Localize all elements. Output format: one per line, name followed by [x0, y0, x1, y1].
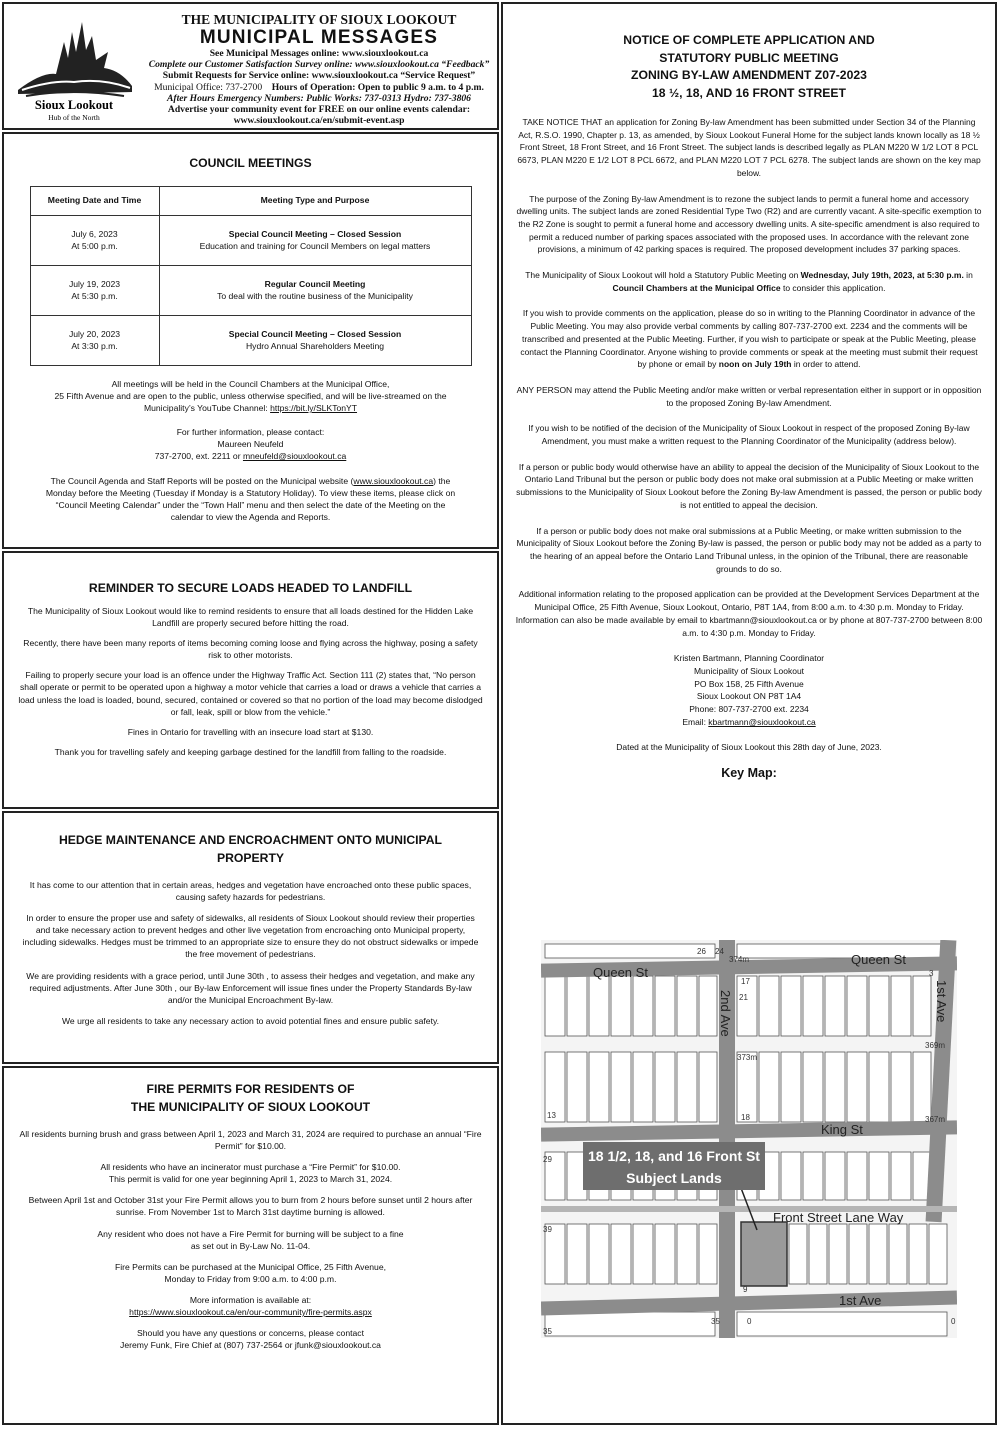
zoning-notice-section [501, 2, 997, 1425]
notice-p4: If you wish to provide comments on the application, please do so in writing to the Planning Coordinator in advance of the Public Meeting. You may also provide verbal comments by calling 807-737-2700 ext. 2234 and the comments will be transcribed and presented at the Public Meeting. Further, if you wish to participate or speak at the Public Meeting, please contact the Planning Coordinator. Anyone wishing to provide comments or speak at the meeting must submit their request by phone or email by noon on July 19th in order to attend. [520, 308, 978, 370]
landfill-p3: Failing to properly secure your load is an offence under the Highway Traffic Act. Section 111 (2) states that, “No person shall operate or permit to be operated upon a highway a motor vehicle that carries a load or draws a vehicle that carries a load unless the load is loaded, bound, secured, contained or covered so that no portion of the load may become dislodged or fall, leak, spill or blow from the vehicle.” [18, 670, 483, 717]
hedge-title: HEDGE MAINTENANCE AND ENCROACHMENT ONTO MUNICIPAL PROPERTY [58, 833, 442, 865]
svg-text:373m: 373m [737, 1053, 758, 1062]
municipal-header [2, 2, 499, 130]
street-front-lane: Front Street Lane Way [773, 1210, 904, 1225]
street-king: King St [821, 1122, 863, 1137]
notice-p2: The purpose of the Zoning By-law Amendment is to rezone the subject lands to permit a funeral home and accessory dwelling units. The subject lands are zoned Residential Type Two (R2) and are currently vacant. A site-specific exemption to the R2 Zone is sought to permit a funeral home and accessory dwelling units. A site-specific amendment is also required to permit a reduced number of parking spaces associated with the proposed uses. In accordance with the relevant zone provisions, a minimum of 42 parking spaces is required. The proposed development includes 37 parking spaces. [516, 193, 982, 255]
table-row [30, 216, 471, 266]
meeting-type: Special Council Meeting – Closed Session [228, 329, 402, 339]
meeting-time: At 5:30 p.m. [71, 290, 118, 301]
fire-permits-link[interactable]: https://www.siouxlookout.ca/en/our-community/fire-permits.aspx [129, 1307, 372, 1318]
notice-dated: Dated at the Municipality of Sioux Lookout this 28th day of June, 2023. [616, 742, 882, 753]
planning-contact: Kristen Bartmann, Planning Coordinator Municipality of Sioux Lookout PO Box 158, 25 Fifth Avenue Sioux Lookout ON P8T 1A4 Phone: 807-737-2700 ext. 2234 Email: kbartmann@siouxlookout.ca [673, 653, 825, 727]
meeting-date: July 20, 2023 [68, 329, 121, 339]
website-link[interactable]: www.siouxlookout.ca [353, 475, 434, 486]
svg-text:Sioux Lookout: Sioux Lookout [34, 98, 114, 112]
youtube-link[interactable]: https://bit.ly/SLKTonYT [270, 403, 358, 414]
notice-p7: If a person or public body would otherwise have an ability to appeal the decision of the Municipality of Sioux Lookout to the Ontario Land Tribunal but the person or public body does not make oral submission at a Public Meeting or make written submissions to the Municipality of Sioux Lookout before the Zoning By-law Amendment is passed, the person or public body is not entitled to appeal the decision. [516, 461, 982, 510]
street-1st-ave-south: 1st Ave [839, 1293, 882, 1308]
council-title: COUNCIL MEETINGS [189, 156, 312, 170]
meeting-time: At 5:00 p.m. [71, 240, 118, 251]
street-queen-east: Queen St [851, 952, 906, 967]
header-text [144, 12, 494, 126]
meeting-purpose: Education and training for Council Members on legal matters [199, 240, 431, 251]
table-header-row [30, 187, 471, 216]
header-line-survey: Complete our Customer Satisfaction Survey online: www.siouxlookout.ca “Feedback” [148, 59, 490, 71]
street-2nd-ave: 2nd Ave [718, 990, 733, 1037]
notice-title: NOTICE OF COMPLETE APPLICATION AND STATUTORY PUBLIC MEETING ZONING BY-LAW AMENDMENT Z07-2023 18 ½, 18, AND 16 FRONT STREET [623, 33, 875, 100]
notice-p3: The Municipality of Sioux Lookout will hold a Statutory Public Meeting on Wednesday, July 19th, 2023, at 5:30 p.m. in Council Chambers at the Municipal Office to consider this application. [525, 270, 973, 293]
fire-permits-section [2, 1066, 499, 1425]
svg-text:26: 26 [697, 947, 706, 956]
notice-p9: Additional information relating to the proposed application can be provided at the Development Services Department at the Municipal Office, 25 Fifth Avenue, Sioux Lookout, Ontario, P8T 1A4, from 8:00 a.m. to 4:30 p.m. Monday to Friday. Information can also be made available by email to kbartmann@siouxlookout.ca or by phone at 807-737-2700 between 8:00 a.m. to 4:30 p.m. Monday to Friday. [515, 589, 983, 638]
callout-line-2: Subject Lands [626, 1170, 722, 1186]
fire-p3: Between April 1st and October 31st your Fire Permit allows you to burn from 2 hours before sunset until 2 hours after sunrise. From November 1st to March 31st daytime burning is allowed. [28, 1195, 473, 1218]
meeting-type: Special Council Meeting – Closed Session [228, 229, 402, 239]
svg-text:29: 29 [543, 1155, 552, 1164]
subject-lands-parcel [741, 1222, 787, 1286]
contact-text: For further information, please contact: Maureen Neufeld 737-2700, ext. 2211 or mneufeld@siouxlookout.ca [154, 427, 347, 462]
meetings-location-text: All meetings will be held in the Council Chambers at the Municipal Office, 25 Fifth Avenue and are open to the public, unless otherwise specified, and will be live-streamed on the Municipality’s YouTube Channel: https://bit.ly/SLKTonYT [54, 379, 447, 414]
planning-email-link[interactable]: kbartmann@siouxlookout.ca [708, 716, 816, 727]
svg-text:3: 3 [929, 969, 934, 978]
svg-text:13: 13 [547, 1111, 556, 1120]
svg-text:18: 18 [741, 1113, 750, 1122]
notice-p6: If you wish to be notified of the decision of the Municipality of Sioux Lookout in respect of the proposed Zoning By-law Amendment, you must make a written request to the Planning Coordinator of the Municipality (address below). [528, 423, 970, 447]
meeting-purpose: To deal with the routine business of the Municipality [217, 290, 413, 301]
callout-line-1: 18 1/2, 18, and 16 Front St [588, 1148, 760, 1164]
landfill-p2: Recently, there have been many reports of items becoming coming loose and flying across the highway, posing a safety risk to other motorists. [23, 638, 478, 661]
header-emergency: After Hours Emergency Numbers: Public Works: 737-0313 Hydro: 737-3806 [167, 92, 471, 104]
fire-title: FIRE PERMITS FOR RESIDENTS OF THE MUNICIPALITY OF SIOUX LOOKOUT [130, 1082, 371, 1114]
sioux-lookout-logo [12, 12, 136, 124]
svg-text:24: 24 [715, 947, 724, 956]
header-line-requests: Submit Requests for Service online: www.siouxlookout.ca “Service Request” [162, 70, 476, 82]
fire-p6: More information is available at: https://www.siouxlookout.ca/en/our-community/fire-permits.aspx [129, 1294, 372, 1318]
svg-text:35: 35 [711, 1317, 720, 1326]
meeting-time: At 3:30 p.m. [71, 340, 118, 351]
org-name: THE MUNICIPALITY OF SIOUX LOOKOUT [181, 12, 457, 27]
meeting-type: Regular Council Meeting [264, 279, 366, 289]
header-event-url[interactable]: www.siouxlookout.ca/en/submit-event.asp [233, 115, 405, 127]
hedge-p3: We are providing residents with a grace period, until June 30th , to assess their hedges and vegetation, and make any required adjustments. After June 30th , our By-law Enforcement will issue fines under the Property Standards By-law and/or the Municipal Encroachment By-law. [26, 970, 475, 1005]
table-row [30, 316, 471, 366]
meeting-date: July 6, 2023 [71, 229, 118, 239]
fire-p4: Any resident who does not have a Fire Permit for burning will be subject to a fine as set out in By-Law No. 11-04. [97, 1228, 404, 1251]
agenda-text: The Council Agenda and Staff Reports will be posted on the Municipal website (www.siouxlookout.ca) the Monday before the Meeting (Tuesday if Monday is a Statutory Holiday). To view these items, please click on “Council Meeting Calendar” under the “Town Hall” menu and then select the date of the Meeting on the calendar to view the Agenda and Reports. [45, 475, 456, 522]
svg-text:Hub of the North: Hub of the North [48, 113, 100, 122]
fire-p5: Fire Permits can be purchased at the Municipal Office, 25 Fifth Avenue, Monday to Friday from 9:00 a.m. to 4:00 p.m. [114, 1261, 386, 1284]
landfill-section [2, 551, 499, 809]
svg-text:35: 35 [543, 1327, 552, 1336]
landfill-title: REMINDER TO SECURE LOADS HEADED TO LANDFILL [88, 581, 413, 595]
lots-row-2 [545, 1052, 931, 1122]
notice-p1: TAKE NOTICE THAT an application for Zoning By-law Amendment has been submitted under Section 34 of the Planning Act, R.S.O. 1990, Chapter p. 13, as amended, by Sioux Lookout Funeral Home for the subject lands known locally as 18 ½ Front Street, 18 Front Street, and 16 Front Street. The subject lands is described legally as PLAN M220 W 1/2 LOT 8 PCL 6673, PLAN M220 E 1/2 LOT 8 PCL 6672, and PLAN M220 LOT 7 PCL 6278. The subject lands are shown on the key map below. [517, 117, 981, 178]
meeting-date: July 19, 2023 [68, 279, 121, 289]
svg-text:17: 17 [741, 977, 750, 986]
hedge-section [2, 811, 499, 1064]
fire-p2: All residents who have an incinerator must purchase a “Fire Permit” for $10.00. This permit is valid for one year beginning April 1, 2023 to March 31, 2024. [100, 1162, 401, 1185]
notice-p5: ANY PERSON may attend the Public Meeting and/or make written or verbal representation either in support or in opposition to the proposed Zoning By-law Amendment. [516, 384, 982, 408]
hedge-p1: It has come to our attention that in certain areas, hedges and vegetation have encroached onto these public spaces, causing safety hazards for pedestrians. [29, 880, 472, 903]
svg-text:39: 39 [543, 1225, 552, 1234]
contact-email-link[interactable]: mneufeld@siouxlookout.ca [242, 451, 347, 462]
key-map-title: Key Map: [721, 766, 777, 781]
fire-p1: All residents burning brush and grass between April 1, 2023 and March 31, 2024 are required to purchase an annual “Fire Permit” for $10.00. [19, 1129, 482, 1152]
header-office-phone: Municipal Office: 737-2700 [154, 81, 263, 93]
col-type-header: Meeting Type and Purpose [159, 187, 471, 216]
meetings-table [30, 186, 472, 366]
landfill-p5: Thank you for travelling safely and keeping garbage destined for the landfill from falling to the roadside. [54, 746, 447, 757]
notice-p8: If a person or public body does not make oral submissions at a Public Meeting, or make written submission to the Municipality of Sioux Lookout before the Zoning By-law is passed, the person or public body may not be added as a party to the hearing of an appeal before the Ontario Land Tribunal unless, in the opinion of the Tribunal, there are reasonable grounds to do so. [516, 525, 982, 574]
meeting-purpose: Hydro Annual Shareholders Meeting [245, 340, 385, 351]
svg-text:0: 0 [951, 1317, 956, 1326]
header-line-online: See Municipal Messages online: www.siouxlookout.ca [209, 48, 429, 59]
header-advertise: Advertise your community event for FREE on our online events calendar: [167, 104, 471, 116]
street-1st-ave-north: 1st Ave [934, 980, 949, 1023]
key-map [541, 940, 957, 1338]
street-queen-west: Queen St [593, 965, 648, 980]
svg-text:367m: 367m [925, 1115, 946, 1124]
header-title: MUNICIPAL MESSAGES [199, 27, 439, 48]
svg-text:374m: 374m [729, 955, 750, 964]
landfill-p4: Fines in Ontario for travelling with an insecure load start at $130. [127, 726, 374, 737]
hedge-p2: In order to ensure the proper use and safety of sidewalks, all residents of Sioux Lookout should review their properties and take necessary action to prevent hedges and other live vegetation from encroaching onto Municipal property, including sidewalks. Hedges must be trimmed to an appropriate size to ensure they do not obstruct sidewalks or impede the free movement of pedestrians. [22, 913, 479, 960]
hedge-p4: We urge all residents to take any necessary action to avoid potential fines and ensure public safety. [61, 1015, 440, 1026]
svg-text:0: 0 [747, 1317, 752, 1326]
header-hours: Hours of Operation: Open to public 9 a.m. to 4 p.m. [271, 81, 484, 93]
council-meetings-section [2, 132, 499, 549]
landfill-p1: The Municipality of Sioux Lookout would like to remind residents to ensure that all loads destined for the Hidden Lake Landfill are properly secured before hitting the road. [27, 606, 474, 629]
fire-p7: Should you have any questions or concerns, please contact Jeremy Funk, Fire Chief at (807) 737-2564 or jfunk@siouxlookout.ca [120, 1328, 381, 1351]
table-row [30, 266, 471, 316]
col-date-header: Meeting Date and Time [30, 187, 159, 216]
svg-text:369m: 369m [925, 1041, 946, 1050]
left-column [2, 2, 499, 1425]
svg-text:21: 21 [739, 993, 748, 1002]
svg-text:9: 9 [743, 1285, 748, 1294]
